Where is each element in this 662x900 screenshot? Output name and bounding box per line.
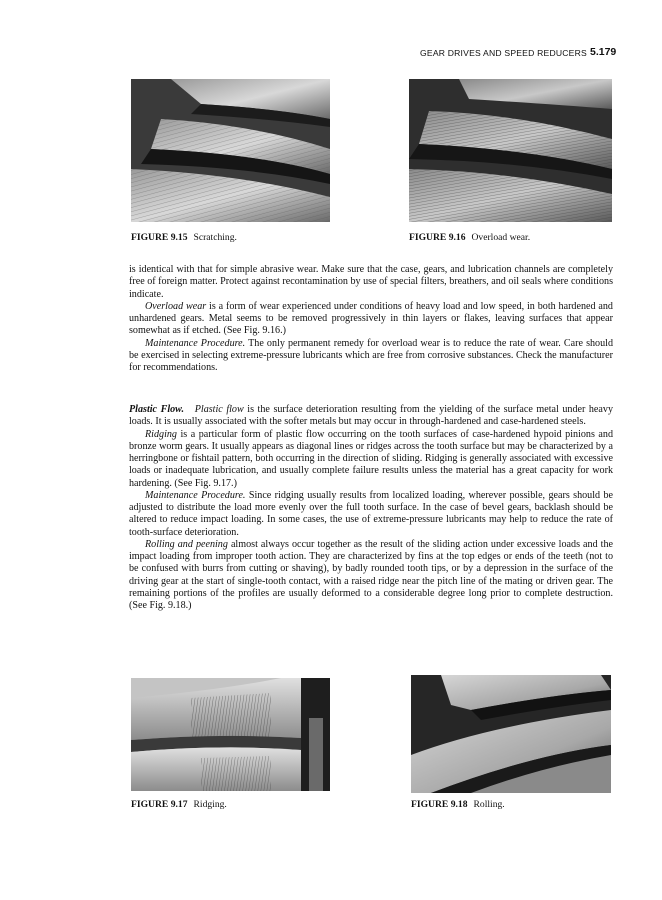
figure-9-17-photo: [131, 678, 330, 791]
section-heading: Plastic Flow.: [129, 404, 185, 415]
paragraph: [129, 301, 613, 338]
paragraph: [129, 490, 613, 539]
term: Plastic flow: [194, 404, 244, 415]
paragraph: [129, 338, 613, 375]
paragraph: [129, 429, 613, 490]
paragraph: is identical with that for simple abrasive wear. Make sure that the case, gears, and lubrication channels are completely free of foreign matter. Protect against recontamination by use of special filters, breathers, and oil seals where conditions indicate.: [129, 264, 613, 300]
figure-caption-text: Rolling.: [473, 799, 505, 810]
section-plastic-flow: [129, 404, 613, 612]
figure-label: FIGURE 9.15: [131, 232, 188, 243]
paragraph: [129, 404, 613, 429]
figure-caption-text: Scratching.: [193, 232, 237, 243]
figure-9-18-photo: [411, 675, 611, 793]
paragraph-text: The only permanent remedy for overload wear is to reduce the rate of wear. Care should be exercised in selecting extreme-pressure lubricants which are free from corrosive substances. Check the manufacturer for recommendations.: [129, 337, 613, 373]
term: Ridging: [145, 428, 177, 440]
figure-caption-text: Ridging.: [193, 799, 227, 810]
paragraph-text: Since ridging usually results from localized loading, wherever possible, gears should be adjusted to distribute the load more evenly over the full tooth surface. In the case of bevel gears, backlash should be altered to reduce impact loading. In some cases, the use of extreme-pressure lubricants may help to reduce the rate of tooth-surface deterioration.: [129, 489, 614, 538]
figure-9-16-caption: [409, 232, 530, 243]
figure-label: FIGURE 9.17: [131, 799, 188, 810]
figure-caption-text: Overload wear.: [471, 232, 531, 243]
paragraph-text: is the surface deterioration resulting from the yielding of the surface metal under heavy loads. It is usually associated with the softer metals but may occur in through-hardened and case-hardened steels.: [129, 404, 613, 428]
figure-label: FIGURE 9.18: [411, 799, 468, 810]
figure-9-16-photo: [409, 79, 612, 222]
figure-9-17-caption: [131, 799, 227, 810]
figure-9-18-caption: [411, 799, 505, 810]
paragraph: [129, 539, 613, 613]
figure-9-15-caption: [131, 232, 237, 243]
figure-9-15-photo: [131, 79, 330, 222]
section-overload-wear: [129, 264, 613, 374]
term: Maintenance Procedure.: [145, 489, 246, 501]
term: Overload wear: [145, 300, 207, 312]
paragraph-text: almost always occur together as the result of the sliding action under excessive loads and the impact loading from improper tooth action. They are characterized by fins at the top edges or ends of the teeth (not to be confused with burrs from cutting or shaving), by badly rounded tooth tips, or by a depression in the surface of the driving gear at the start of single-tooth contact, with a raised ridge near the pitch line of the mating or driven gear. The remaining portions of the profiles are usually deformed to a considerable degree long prior to complete destruction. (See Fig. 9.18.): [129, 538, 613, 611]
running-head: GEAR DRIVES AND SPEED REDUCERS: [420, 48, 587, 58]
paragraph-text: is a form of wear experienced under conditions of heavy load and low speed, in both hardened and unhardened gears. Metal seems to be removed progressively in thin layers or flakes, leaving surfaces that appear somewhat as if etched. (See Fig. 9.16.): [129, 300, 613, 337]
term: Maintenance Procedure.: [145, 337, 246, 349]
figure-label: FIGURE 9.16: [409, 232, 466, 243]
term: Rolling and peening: [145, 538, 228, 550]
page-number: 5.179: [590, 46, 617, 58]
paragraph-text: is a particular form of plastic flow occurring on the tooth surfaces of case-hardened hypoid pinions and bronze worm gears. It usually appears as diagonal lines or ridges across the tooth surface but may be characterized by a herringbone or fishtail pattern, both occurring in the direction of sliding. Ridging is generally associated with excessive loads or inadequate lubrication, and usually complete failure results unless the material has a great capacity for work hardening. (See Fig. 9.17.): [129, 428, 613, 489]
